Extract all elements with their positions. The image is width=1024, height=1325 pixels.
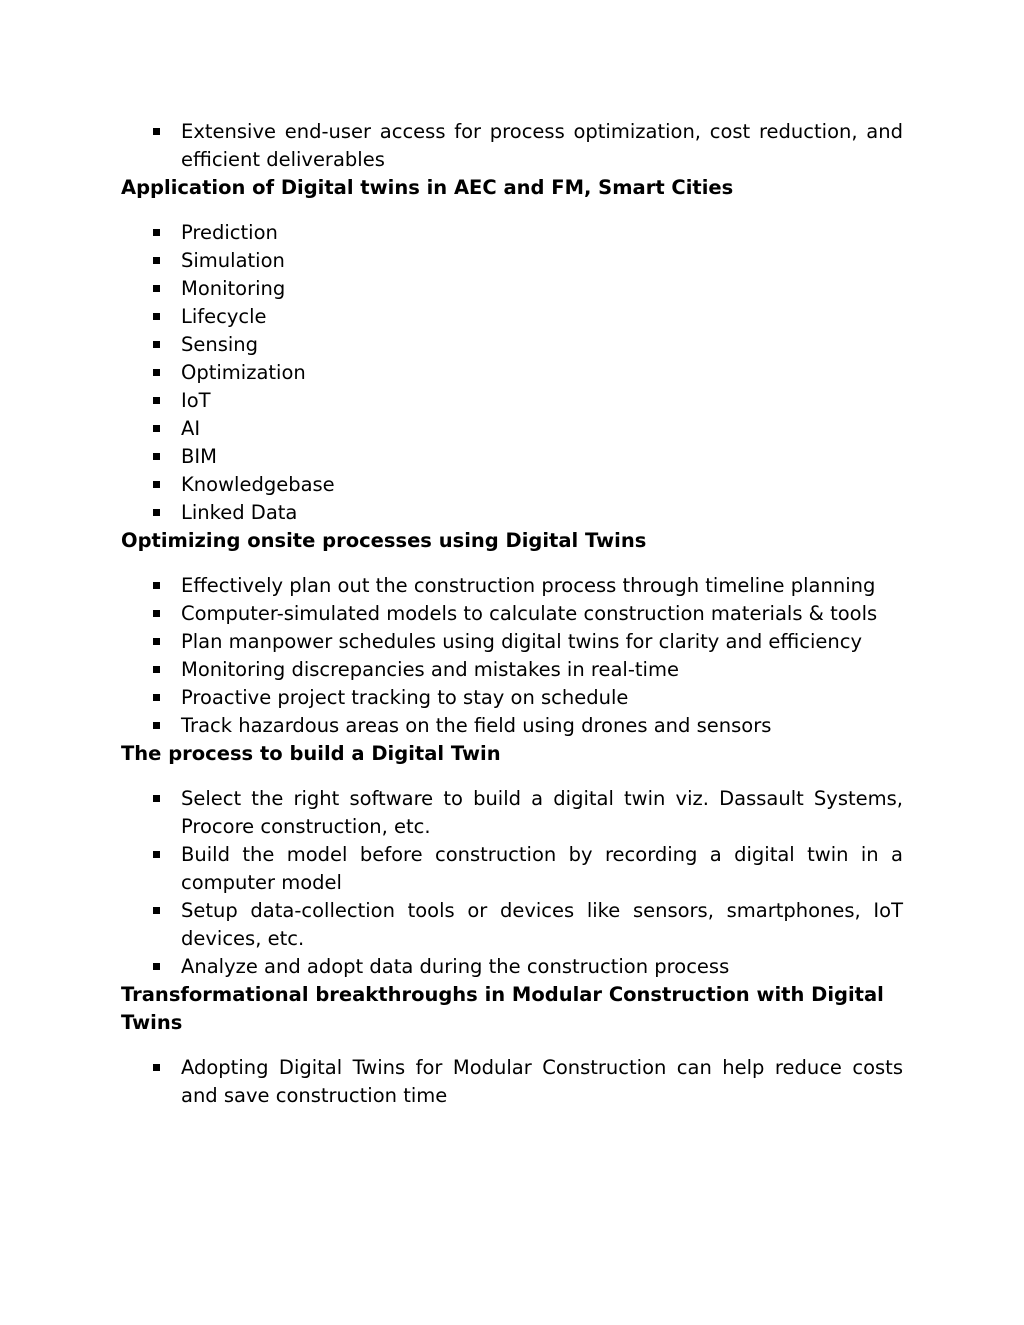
list-item: Proactive project tracking to stay on schedule [121, 684, 903, 712]
square-bullet-icon [153, 1064, 160, 1071]
square-bullet-icon [153, 582, 160, 589]
square-bullet-icon [153, 128, 160, 135]
square-bullet-icon [153, 907, 160, 914]
section-heading-modular: Transformational breakthroughs in Modular Construction with Digital Twins [121, 983, 884, 1034]
list-item: Prediction [121, 219, 903, 247]
document-page [121, 118, 903, 1110]
square-bullet-icon [153, 722, 160, 729]
square-bullet-icon [153, 610, 160, 617]
list-item: AI [121, 415, 903, 443]
list-item: Setup data-collection tools or devices like sensors, smartphones, IoT devices, etc. [121, 897, 903, 953]
list-item: Adopting Digital Twins for Modular Construction can help reduce costs and save construction time [121, 1054, 903, 1110]
list-item: Build the model before construction by recording a digital twin in a computer model [121, 841, 903, 897]
square-bullet-icon [153, 425, 160, 432]
square-bullet-icon [153, 638, 160, 645]
section-heading-build-process: The process to build a Digital Twin [121, 742, 501, 765]
list-item: Lifecycle [121, 303, 903, 331]
bullet-list-build-process [121, 785, 903, 981]
square-bullet-icon [153, 795, 160, 802]
square-bullet-icon [153, 481, 160, 488]
list-item: Extensive end-user access for process optimization, cost reduction, and efficient deliverables [121, 118, 903, 174]
bullet-list-modular [121, 1054, 903, 1110]
section-heading-optimizing: Optimizing onsite processes using Digital Twins [121, 529, 647, 552]
list-item: Knowledgebase [121, 471, 903, 499]
square-bullet-icon [153, 851, 160, 858]
list-item: Sensing [121, 331, 903, 359]
square-bullet-icon [153, 229, 160, 236]
square-bullet-icon [153, 369, 160, 376]
list-item: Select the right software to build a digital twin viz. Dassault Systems, Procore construction, etc. [121, 785, 903, 841]
square-bullet-icon [153, 285, 160, 292]
square-bullet-icon [153, 341, 160, 348]
list-item: Simulation [121, 247, 903, 275]
square-bullet-icon [153, 453, 160, 460]
list-item: Monitoring discrepancies and mistakes in real-time [121, 656, 903, 684]
list-item: BIM [121, 443, 903, 471]
square-bullet-icon [153, 694, 160, 701]
square-bullet-icon [153, 397, 160, 404]
list-item: Analyze and adopt data during the construction process [121, 953, 903, 981]
list-item: IoT [121, 387, 903, 415]
bullet-list-applications [121, 219, 903, 527]
list-item: Computer-simulated models to calculate construction materials & tools [121, 600, 903, 628]
square-bullet-icon [153, 666, 160, 673]
square-bullet-icon [153, 257, 160, 264]
square-bullet-icon [153, 509, 160, 516]
list-item: Monitoring [121, 275, 903, 303]
square-bullet-icon [153, 963, 160, 970]
list-item: Optimization [121, 359, 903, 387]
square-bullet-icon [153, 313, 160, 320]
list-item: Plan manpower schedules using digital twins for clarity and efficiency [121, 628, 903, 656]
bullet-list-intro [121, 118, 903, 174]
list-item: Linked Data [121, 499, 903, 527]
section-heading-applications: Application of Digital twins in AEC and FM, Smart Cities [121, 176, 734, 199]
list-item: Track hazardous areas on the field using drones and sensors [121, 712, 903, 740]
bullet-list-optimizing [121, 572, 903, 740]
list-item: Effectively plan out the construction process through timeline planning [121, 572, 903, 600]
